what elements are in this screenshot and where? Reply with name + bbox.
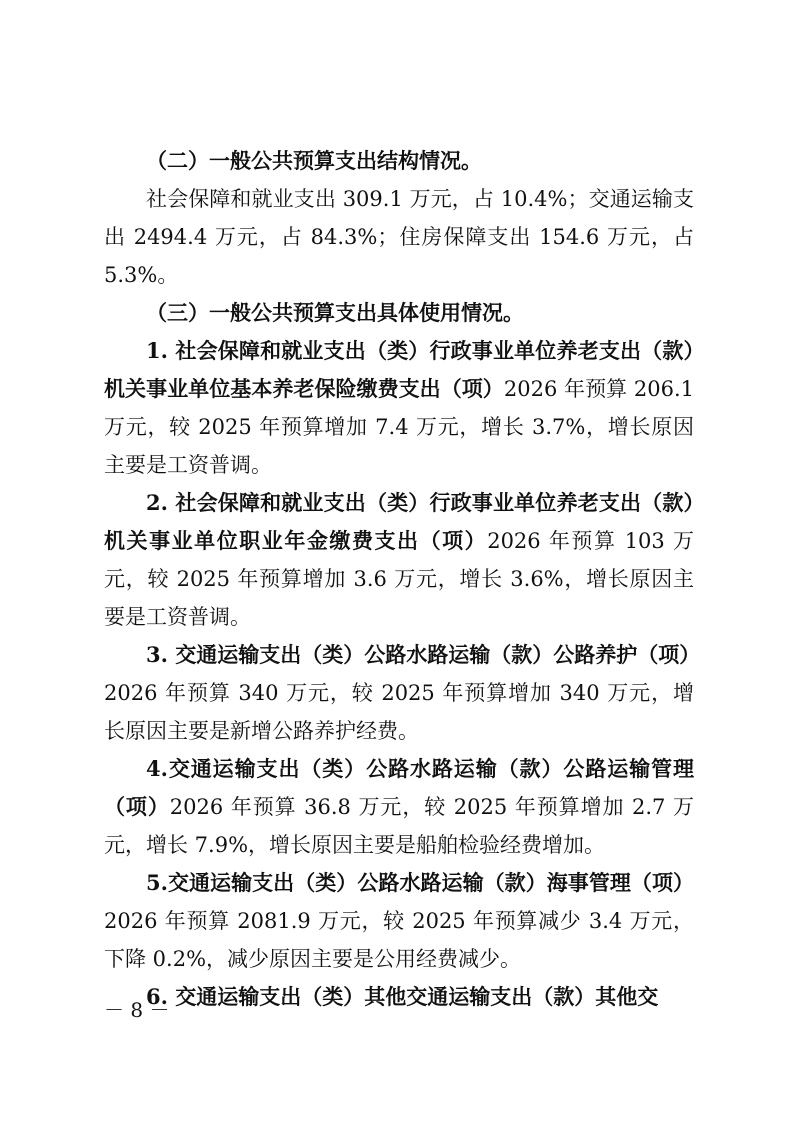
usage-item-1 (104, 332, 694, 484)
document-body (104, 142, 701, 1016)
usage-item-3 (104, 636, 701, 750)
usage-item-4-body: 2026 年预算 36.8 万元，较 2025 年预算增加 2.7 万元，增长 7.9%，增长原因主要是船舶检验经费增加。 (104, 795, 694, 857)
page-number: － 8 － (104, 998, 170, 1022)
usage-item-4-title: 4.交通运输支出（类）公路水路运输（款）公路运输管理（项） (104, 756, 694, 819)
structure-paragraph: 社会保障和就业支出 309.1 万元，占 10.4%；交通运输支出 2494.4 万元，占 84.3%；住房保障支出 154.6 万元，占 5.3%。 (104, 187, 694, 287)
section-heading-usage: （三）一般公共预算支出具体使用情况。 (146, 300, 524, 325)
usage-item-1-title: 1. 社会保障和就业支出（类）行政事业单位养老支出（款）机关事业单位基本养老保险缴费支出（项） (104, 338, 694, 401)
usage-item-5-body: 2026 年预算 2081.9 万元，较 2025 年预算减少 3.4 万元，下降 0.2%，减少原因主要是公用经费减少。 (104, 909, 694, 971)
usage-item-6-title: 6. 交通运输支出（类）其他交通运输支出（款）其他交 (146, 984, 659, 1009)
section-heading-structure: （二）一般公共预算支出结构情况。 (146, 148, 482, 173)
usage-item-2-title: 2. 社会保障和就业支出（类）行政事业单位养老支出（款）机关事业单位职业年金缴费支出（项） (104, 490, 694, 553)
usage-item-1-body: 2026 年预算 206.1 万元，较 2025 年预算增加 7.4 万元，增长 3.7%，增长原因主要是工资普调。 (104, 377, 694, 477)
usage-item-5-title: 5.交通运输支出（类）公路水路运输（款）海事管理（项） (146, 870, 694, 895)
usage-item-5 (104, 864, 694, 978)
usage-item-2 (104, 484, 694, 636)
usage-item-3-title: 3. 交通运输支出（类）公路水路运输（款）公路养护（项） (146, 642, 701, 667)
usage-item-6 (104, 978, 694, 1016)
usage-item-2-body: 2026 年预算 103 万元，较 2025 年预算增加 3.6 万元，增长 3.6%，增长原因主要是工资普调。 (104, 529, 694, 629)
usage-item-4 (104, 750, 694, 864)
usage-item-3-body: 2026 年预算 340 万元，较 2025 年预算增加 340 万元，增长原因主要是新增公路养护经费。 (104, 681, 694, 743)
